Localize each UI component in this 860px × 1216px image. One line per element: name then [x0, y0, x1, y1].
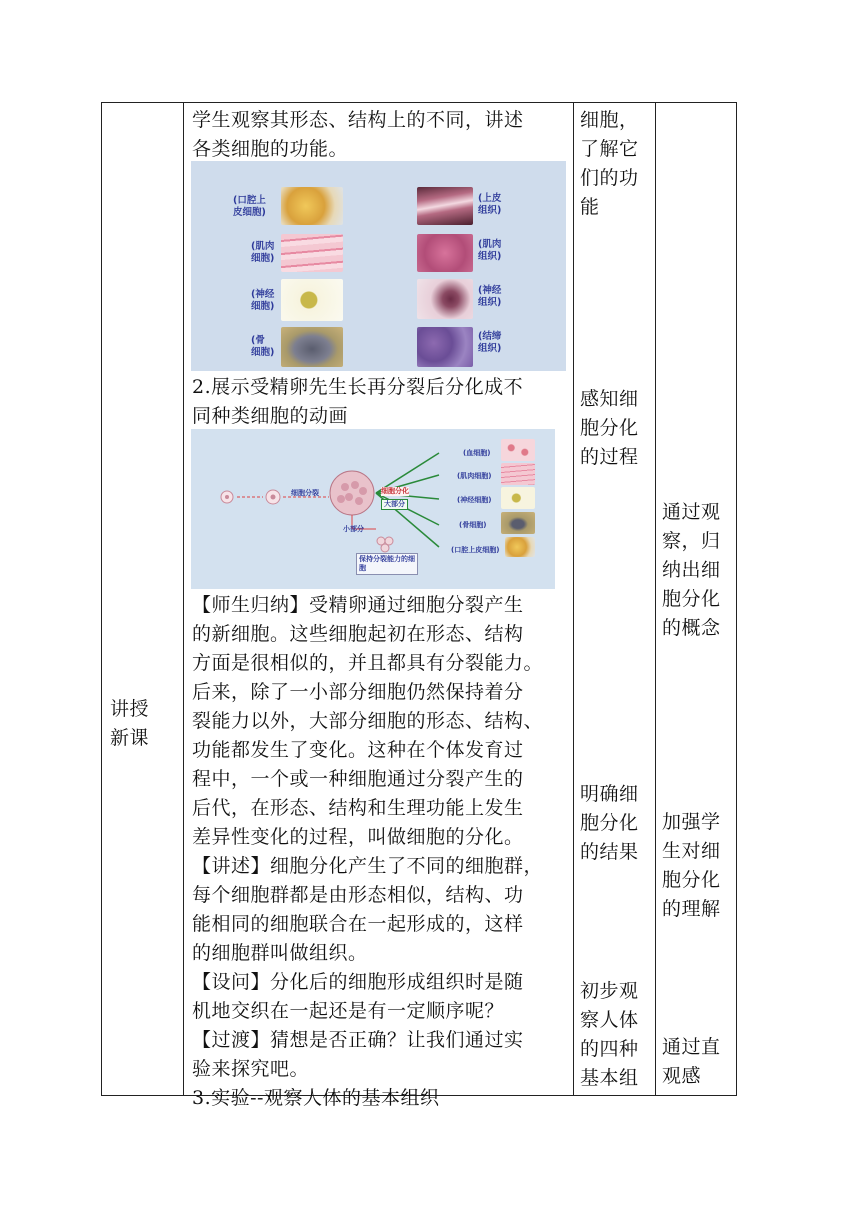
nerve-cell-small-image: [501, 487, 535, 509]
minority-label: 小部分: [343, 525, 364, 533]
stage-label: 讲授 新课: [110, 698, 150, 749]
cells-tissues-figure: [191, 161, 566, 371]
bone-cell-label: (骨细胞): [459, 521, 487, 529]
oral-cell-small-image: [505, 537, 535, 557]
muscle-cell-small-image: [501, 463, 535, 485]
figure-label: (神经 组织): [478, 285, 502, 308]
bone-cell-small-image: [501, 512, 535, 534]
figure-label: (神经 细胞): [251, 289, 275, 312]
column-divider: [183, 103, 184, 1095]
figure-label: (口腔上 皮细胞): [233, 195, 266, 218]
nerve-tissue-image: [417, 279, 473, 319]
figure-label: (骨 细胞): [251, 335, 275, 358]
paragraph-summary: 【师生归纳】受精卵通过细胞分裂产生 的新细胞。这些细胞起初在形态、结构 方面是很相似的，并且都具有分裂能力。 后来，除了一小部分细胞仍然保持着分 裂能力以外，大部分细胞的形态、结构、 功能都发生了变化。这种在个体发育过 程中，一个或一种细胞通过分裂产生的 后代，在形态、结构和生理功能上发生 差异性变化的过程，叫做细胞的分化。 【讲述】细胞分化产生了不同的细胞群， 每个细胞群都是由形态相似，结构、功 能相同的细胞联合在一起形成的，这样 的细胞群叫做组织。 【设问】分化后的细胞形成组织时是随 机地交织在一起还是有一定顺序呢？ 【过渡】猜想是否正确？让我们通过实 验来探究吧。 3.实验--观察人体的基本组织: [192, 594, 544, 1109]
differentiation-label: 细胞分化: [381, 487, 409, 495]
design-intent-2: 加强学 生对细 胞分化 的理解: [662, 811, 721, 920]
differentiation-figure: [191, 429, 555, 589]
figure-label: (上皮 组织): [478, 193, 502, 216]
muscle-tissue-image: [417, 234, 473, 272]
bone-cell-image: [281, 327, 343, 367]
muscle-cell-image: [281, 234, 343, 272]
paragraph-animation: 2.展示受精卵先生长再分裂后分化成不 同种类细胞的动画: [192, 376, 524, 427]
paragraph-observe: 学生观察其形态、结构上的不同，讲述 各类细胞的功能。: [192, 109, 524, 160]
figure-label: (肌肉 细胞): [251, 241, 275, 264]
nerve-cell-image: [281, 279, 343, 321]
blood-cell-image: [501, 439, 535, 461]
design-intent-1: 通过观 察，归 纳出细 胞分化 的概念: [662, 501, 721, 639]
figure-label: (结缔 组织): [478, 331, 502, 354]
oral-epithelial-cell-image: [281, 187, 343, 225]
keep-dividing-label: 保持分裂能力的细 胞: [356, 553, 418, 575]
division-label: 细胞分裂: [291, 489, 319, 497]
lesson-table: [101, 102, 737, 1109]
majority-label: 大部分: [381, 499, 408, 510]
connective-tissue-image: [417, 327, 473, 367]
oral-cell-label: (口腔上皮细胞): [451, 546, 500, 554]
student-activity-4: 初步观 察人体 的四种 基本组: [580, 980, 639, 1089]
nerve-cell-label: (神经细胞): [457, 496, 492, 504]
student-activity-3: 明确细 胞分化 的结果: [580, 783, 639, 863]
design-intent-3: 通过直 观感: [662, 1036, 721, 1087]
student-activity-1: 细胞， 了解它 们的功 能: [580, 109, 639, 218]
epithelial-tissue-image: [417, 187, 473, 225]
blood-cell-label: (血细胞): [463, 449, 491, 457]
column-divider: [573, 103, 574, 1095]
muscle-cell-label: (肌肉细胞): [457, 472, 492, 480]
student-activity-2: 感知细 胞分化 的过程: [580, 388, 639, 468]
figure-label: (肌肉 组织): [478, 239, 502, 262]
column-divider: [655, 103, 656, 1095]
